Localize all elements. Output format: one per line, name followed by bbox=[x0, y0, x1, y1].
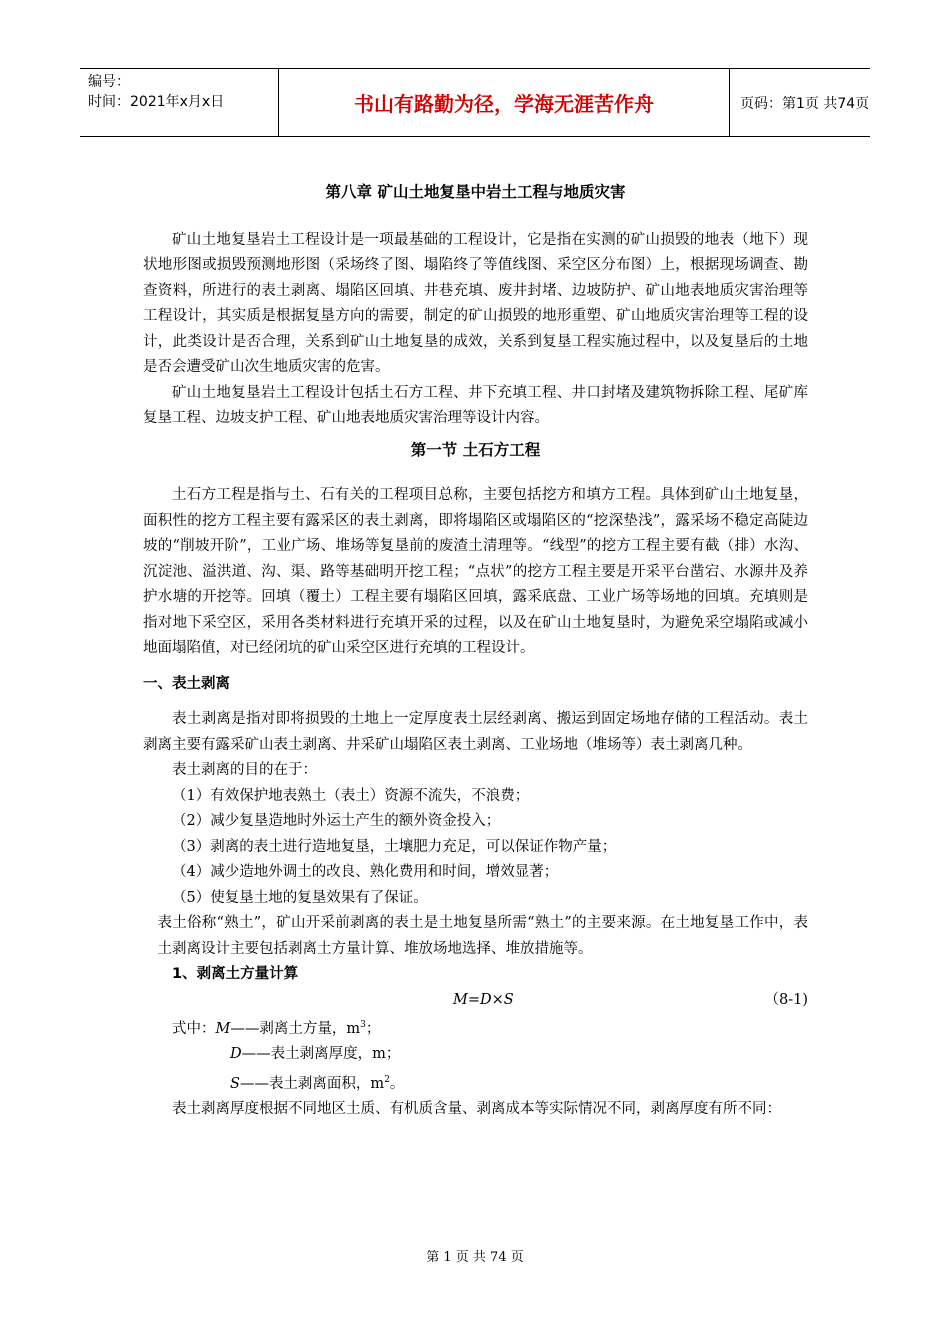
variable-m-end: ； bbox=[365, 1020, 381, 1037]
symbol-s: S bbox=[230, 1075, 240, 1092]
symbol-m: M bbox=[215, 1020, 231, 1037]
header-motto: 书山有路勤为径，学海无涯苦作舟 bbox=[278, 69, 730, 136]
formula: M=D×S bbox=[453, 991, 514, 1008]
purpose-item-3: （3）剥离的表土进行造地复垦，土壤肥力充足，可以保证作物产量； bbox=[172, 838, 617, 855]
purpose-intro: 表土剥离的目的在于： bbox=[172, 762, 317, 778]
symbol-d: D bbox=[230, 1046, 242, 1063]
variable-s bbox=[143, 1068, 808, 1097]
header-left-cell bbox=[80, 69, 278, 136]
intro-paragraph-2: 矿山土地复垦岩土工程设计包括土石方工程、井下充填工程、井口封堵及建筑物拆除工程、尾矿库复垦工程、边坡支护工程、矿山地表地质灾害治理等设计内容。 bbox=[143, 384, 808, 426]
section-title: 第一节 土石方工程 bbox=[410, 440, 541, 459]
header-page-label: 页码：第1页 共74页 bbox=[740, 95, 870, 112]
section-paragraph: 土石方工程是指与土、石有关的工程项目总称，主要包括挖方和填方工程。具体到矿山土地复垦，面积性的挖方工程主要有露采区的表土剥离，即将塌陷区或塌陷区的“挖深垫浅”，露采场不稳定高陡边坡的“削坡开阶”，工业广场、堆场等复垦前的废渣土清理等。“线型”的挖方工程主要有截（排）水沟、沉淀池、溢洪道、沟、渠、路等基础明开挖工程；“点状”的挖方工程主要是开采平台凿宕、水源井及养护水塘的开挖等。回填（覆土）工程主要有塌陷区回填，露采底盘、工业广场等场地的回填。充填则是指对地下采空区，采用各类材料进行充填开采的过程，以及在矿山土地复垦时，为避免采空塌陷或减小地面塌陷值，对已经闭坑的矿山采空区进行充填的工程设计。 bbox=[143, 487, 808, 656]
variable-m bbox=[143, 1013, 808, 1042]
calc-title: 1、剥离土方量计算 bbox=[172, 966, 299, 982]
intro-paragraph-1: 矿山土地复垦岩土工程设计是一项最基础的工程设计，它是指在实测的矿山损毁的地表（地下）现状地形图或损毁预测地形图（采场终了图、塌陷终了等值线图、采空区分布图）上，根据现场调查、勘查资料，所进行的表土剥离、塌陷区回填、井巷充填、废井封堵、边坡防护、矿山地表地质灾害治理等工程设计，其实质是根据复垦方向的需要，制定的矿山损毁的地形重塑、矿山地质灾害治理等工程的设计，此类设计是否合理，关系到矿山土地复垦的成效，关系到复垦工程实施过程中，以及复垦后的土地是否会遭受矿山次生地质灾害的危害。 bbox=[143, 231, 808, 375]
last-paragraph: 表土剥离厚度根据不同地区土质、有机质含量、剥离成本等实际情况不同，剥离厚度有所不同： bbox=[172, 1101, 781, 1118]
variable-d bbox=[143, 1042, 808, 1068]
variable-m-text: ——剥离土方量，m bbox=[230, 1020, 361, 1037]
header-time-label: 时间：2021年x月x日 bbox=[88, 94, 225, 110]
subsection-title: 一、表土剥离 bbox=[143, 675, 230, 692]
subsection-paragraph-2: 表土俗称“熟土”，矿山开采前剥离的表土是土地复垦所需“熟土”的主要来源。在土地复垦工作中，表土剥离设计主要包括剥离土方量计算、堆放场地选择、堆放措施等。 bbox=[157, 915, 808, 957]
formula-number: （8-1) bbox=[764, 991, 808, 1008]
variable-s-end: 。 bbox=[389, 1075, 405, 1092]
formula-row bbox=[143, 988, 808, 1014]
variable-s-sup: 2 bbox=[384, 1074, 390, 1085]
document-body bbox=[143, 180, 808, 1123]
variables-intro: 式中： bbox=[172, 1020, 216, 1037]
chapter-title: 第八章 矿山土地复垦中岩土工程与地质灾害 bbox=[325, 183, 626, 201]
purpose-item-2: （2）减少复垦造地时外运土产生的额外资金投入； bbox=[172, 813, 501, 829]
variable-s-text: ——表土剥离面积，m bbox=[239, 1075, 385, 1092]
variable-m-sup: 3 bbox=[360, 1020, 366, 1030]
variable-d-text: ——表土剥离厚度，m； bbox=[241, 1046, 401, 1063]
purpose-item-1: （1）有效保护地表熟土（表土）资源不流失，不浪费； bbox=[172, 787, 530, 804]
purpose-item-4: （4）减少造地外调土的改良、熟化费用和时间，增效显著； bbox=[172, 864, 559, 880]
page-footer: 第 1 页 共 74 页 bbox=[426, 1250, 524, 1265]
header-number-label: 编号： bbox=[88, 74, 130, 90]
document-header bbox=[80, 68, 870, 137]
subsection-paragraph-1: 表土剥离是指对即将损毁的土地上一定厚度表土层经剥离、搬运到固定场地存储的工程活动。表土剥离主要有露采矿山表土剥离、井采矿山塌陷区表土剥离、工业场地（堆场等）表土剥离几种。 bbox=[143, 711, 808, 753]
purpose-item-5: （5）使复垦土地的复垦效果有了保证。 bbox=[172, 889, 428, 906]
